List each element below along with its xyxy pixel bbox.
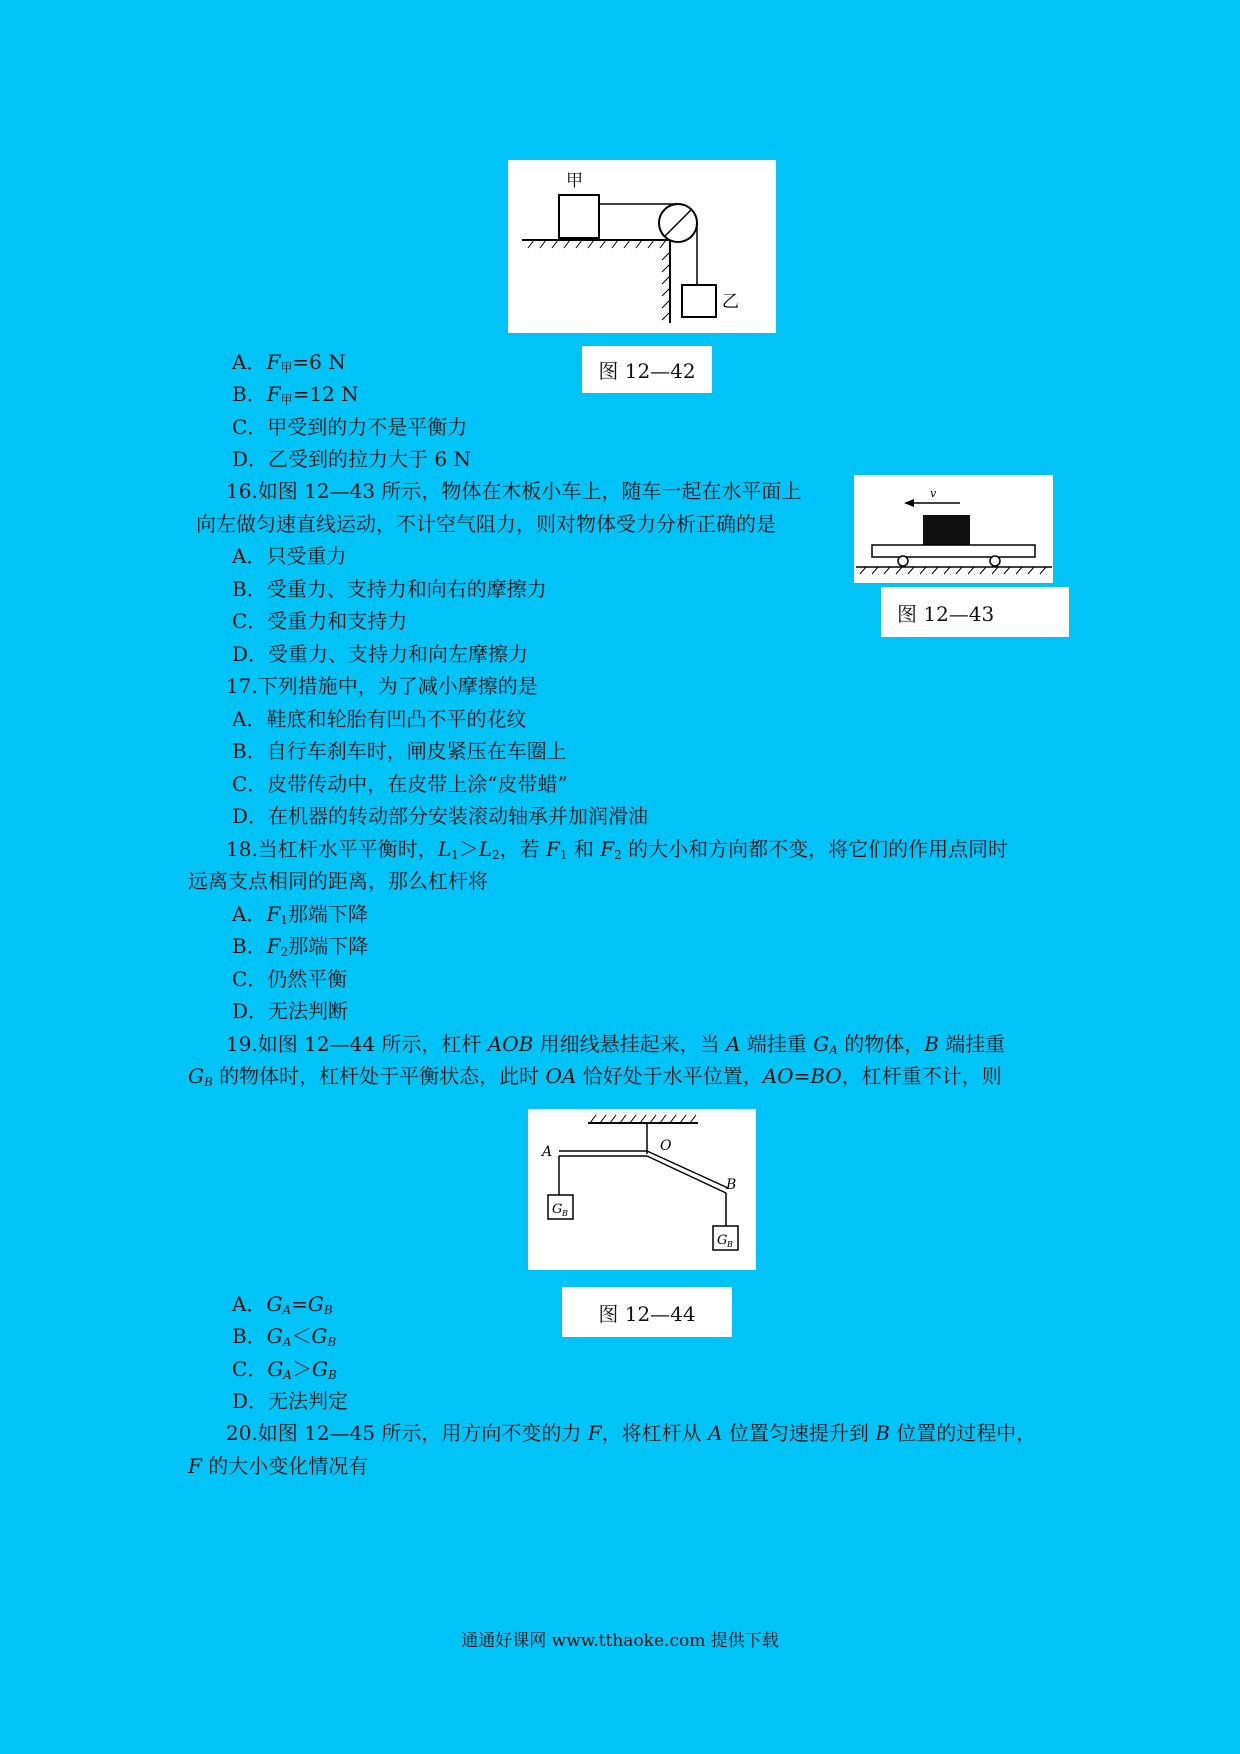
- q18-sub-f2: 2: [614, 848, 622, 862]
- q16-stem-line2: 向左做匀速直线运动，不计空气阻力，则对物体受力分析正确的是: [196, 512, 776, 536]
- q19-option-c-sub-b: B: [327, 1368, 337, 1382]
- figure-12-43-caption: 图 12—43: [881, 587, 1069, 637]
- q19-option-c-rel: ＞: [291, 1357, 312, 1381]
- q19-option-a-sub-a: A: [282, 1303, 292, 1317]
- q20-var-b: B: [875, 1421, 890, 1445]
- label-b: B: [726, 1177, 737, 1193]
- q18-gt: ＞: [458, 837, 479, 861]
- q20-text-b: ，将杠杆从: [601, 1421, 709, 1445]
- q19-text-f: 的物体时，杠杆处于平衡状态，此时: [212, 1064, 546, 1088]
- q20-text-e: 的大小变化情况有: [201, 1454, 369, 1478]
- figure-12-43: [854, 475, 1053, 583]
- q19-option-c-sub-a: A: [283, 1368, 292, 1382]
- lever-diagram: [528, 1109, 756, 1270]
- q15-option-c: C．甲受到的力不是平衡力: [232, 415, 468, 439]
- q19-var-ga: G: [813, 1032, 830, 1056]
- q15-option-a-var: F: [266, 350, 281, 374]
- q19-var-gb: G: [188, 1064, 204, 1088]
- q17-option-a: A．鞋底和轮胎有凹凸不平的花纹: [232, 707, 527, 731]
- q16-option-a: A．只受重力: [232, 544, 347, 568]
- q19-option-b-sub-a: A: [282, 1335, 292, 1349]
- page-footer: 通通好课网 www.tthaoke.com 提供下载: [461, 1631, 779, 1651]
- q20-var-f: F: [587, 1421, 602, 1445]
- q20-text-d: 位置的过程中，: [889, 1421, 1037, 1445]
- q19-option-a-sub-b: B: [323, 1303, 333, 1317]
- q19-option-b-rel: ＜: [291, 1324, 312, 1348]
- q20-var-f2: F: [188, 1454, 202, 1478]
- q15-option-b-var: F: [266, 382, 281, 406]
- q19-option-a-rel: =: [291, 1292, 308, 1316]
- q19-text-b: 用细线悬挂起来，当: [533, 1032, 727, 1056]
- q18-option-b-sub: 2: [280, 945, 289, 959]
- q18-text-d: 的大小和方向都不变，将它们的作用点同时: [621, 837, 1009, 861]
- q15-option-a: [232, 348, 346, 382]
- q19-text-c: 端挂重: [740, 1032, 814, 1056]
- figure-12-42: [508, 160, 776, 333]
- q19-text-a: 19.如图 12—44 所示，杠杆: [226, 1032, 488, 1056]
- label-box-left-sub: B: [562, 1209, 568, 1218]
- q18-var-l2: L: [478, 837, 493, 861]
- q19-var-oa: OA: [545, 1064, 577, 1088]
- q16-stem-line1: 16.如图 12—43 所示，物体在木板小车上，随车一起在水平面上: [226, 479, 802, 503]
- q19-var-aobo: AO=BO: [762, 1064, 842, 1088]
- q19-stem-line1: [226, 1030, 1005, 1064]
- q19-text-h: ，杠杆重不计，则: [841, 1064, 1002, 1088]
- q18-option-a-rest: 那端下降: [287, 902, 368, 926]
- q18-option-b: [232, 932, 368, 966]
- q19-sub-a: A: [829, 1043, 838, 1057]
- q15-option-d: D．乙受到的拉力大于 6 N: [232, 447, 471, 471]
- label-box-right: G: [717, 1233, 728, 1248]
- q19-sub-b: B: [203, 1075, 213, 1089]
- q20-text-c: 位置匀速提升到: [722, 1421, 876, 1445]
- q19-option-a: [232, 1290, 333, 1324]
- q16-option-c: C．受重力和支持力: [232, 609, 408, 633]
- q16-option-b: B．受重力、支持力和向右的摩擦力: [232, 577, 547, 601]
- q19-option-a-ga: G: [266, 1292, 283, 1316]
- q18-option-c: C．仍然平衡: [232, 967, 348, 991]
- q18-option-a-prefix: A．: [232, 902, 267, 926]
- q19-option-b: [232, 1322, 336, 1356]
- q19-option-b-gb: G: [311, 1324, 328, 1348]
- q20-text-a: 20.如图 12—45 所示，用方向不变的力: [226, 1421, 588, 1445]
- q19-option-c-gb: G: [311, 1357, 328, 1381]
- q15-option-b-prefix: B．: [232, 382, 267, 406]
- label-box-left: G: [552, 1202, 563, 1217]
- q15-option-a-sub: 甲: [280, 361, 293, 375]
- q19-text-e: 端挂重: [938, 1032, 1006, 1056]
- q19-text-d: 的物体，: [837, 1032, 925, 1056]
- q18-sub-1: 1: [451, 848, 459, 862]
- label-o: O: [660, 1138, 672, 1154]
- q18-stem-line2: 远离支点相同的距离，那么杠杆将: [188, 869, 488, 893]
- q19-option-b-prefix: B．: [232, 1324, 267, 1348]
- q20-stem-line1: [226, 1419, 1036, 1447]
- label-yi: 乙: [722, 292, 739, 312]
- label-box-right-sub: B: [727, 1240, 733, 1249]
- q20-stem-line2: [188, 1452, 368, 1480]
- pulley-diagram: [508, 160, 776, 333]
- q19-option-a-gb: G: [307, 1292, 324, 1316]
- q19-option-d: D．无法判定: [232, 1389, 349, 1413]
- q18-option-a-var: F: [266, 902, 281, 926]
- q18-var-l1: L: [437, 837, 452, 861]
- q19-option-c-prefix: C．: [232, 1357, 268, 1381]
- q15-option-b: [232, 380, 359, 414]
- q15-option-b-sub: 甲: [280, 393, 293, 407]
- q19-option-c: [232, 1355, 337, 1389]
- q18-option-b-rest: 那端下降: [288, 934, 369, 958]
- q17-option-c: C．皮带传动中，在皮带上涂“皮带蜡”: [232, 772, 568, 796]
- q19-text-g: 恰好处于水平位置，: [576, 1064, 763, 1088]
- q17-option-b: B．自行车刹车时，闸皮紧压在车圈上: [232, 739, 567, 763]
- q19-var-aob: AOB: [487, 1032, 534, 1056]
- q18-option-b-var: F: [266, 934, 281, 958]
- cart-diagram: [854, 475, 1053, 583]
- q18-sub-f1: 1: [559, 848, 568, 862]
- q17-option-d: D．在机器的转动部分安装滚动轴承并加润滑油: [232, 804, 649, 828]
- q18-option-a: [232, 900, 368, 934]
- q19-option-b-ga: G: [266, 1324, 283, 1348]
- q19-option-c-ga: G: [267, 1357, 284, 1381]
- q18-text-b: ，若: [499, 837, 547, 861]
- q18-var-f1: F: [546, 837, 560, 861]
- q19-stem-line2: [188, 1062, 1002, 1096]
- q18-stem-line1: [226, 835, 1008, 869]
- q19-option-a-prefix: A．: [232, 1292, 267, 1316]
- q16-option-d: D．受重力、支持力和向左摩擦力: [232, 642, 529, 666]
- label-v: v: [930, 487, 937, 500]
- q18-option-b-prefix: B．: [232, 934, 267, 958]
- q17-stem: 17.下列措施中，为了减小摩擦的是: [226, 674, 538, 698]
- q19-option-b-sub-b: B: [327, 1335, 337, 1349]
- label-jia: 甲: [566, 171, 583, 191]
- q15-option-a-rest: =6 N: [292, 350, 346, 374]
- q18-text-c: 和: [567, 837, 601, 861]
- q18-option-d: D．无法判断: [232, 999, 349, 1023]
- q18-text-a: 18.当杠杆水平平衡时，: [226, 837, 438, 861]
- figure-12-42-caption: 图 12—42: [582, 346, 712, 393]
- q19-var-b: B: [924, 1032, 939, 1056]
- q18-sub-2: 2: [492, 848, 500, 862]
- q19-var-a: A: [726, 1032, 741, 1056]
- figure-12-44-caption: 图 12—44: [562, 1287, 732, 1337]
- q18-option-a-sub: 1: [280, 913, 288, 927]
- q20-var-a: A: [708, 1421, 723, 1445]
- q18-var-f2: F: [600, 837, 615, 861]
- q15-option-b-rest: =12 N: [292, 382, 359, 406]
- figure-12-44: [528, 1109, 756, 1270]
- label-a: A: [542, 1144, 553, 1160]
- q15-option-a-prefix: A．: [232, 350, 267, 374]
